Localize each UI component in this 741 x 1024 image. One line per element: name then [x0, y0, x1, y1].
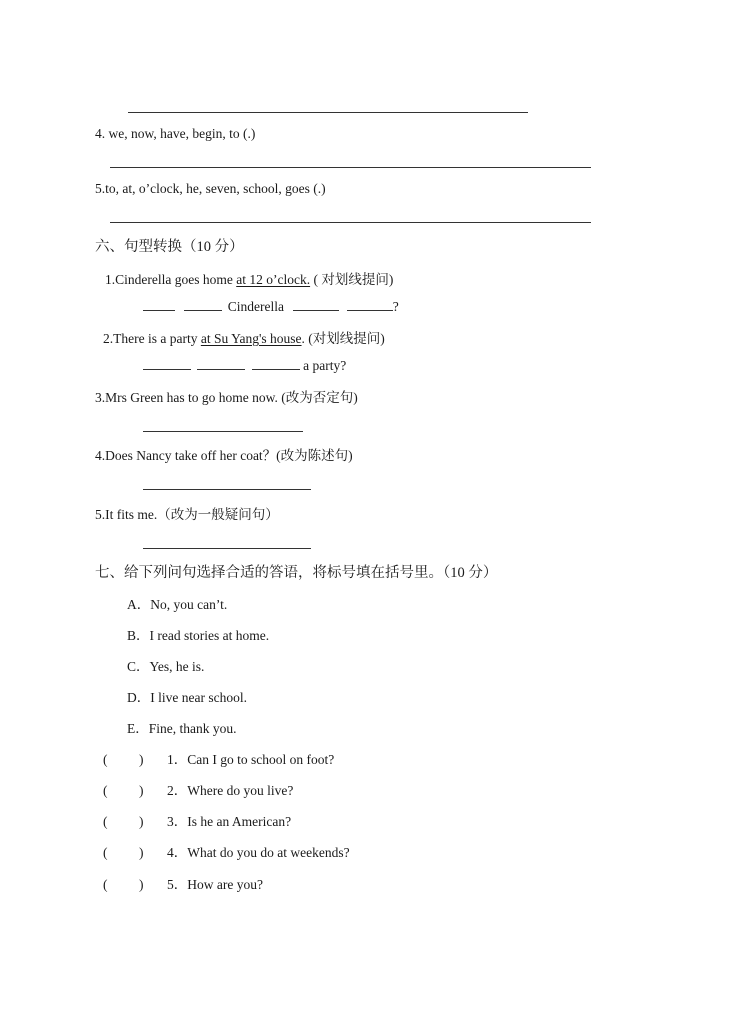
q1-answer-end: ? [392, 299, 399, 314]
match-question-4 [103, 841, 350, 861]
q1-instruction: ( 对划线提问) [310, 272, 394, 287]
answer-line-transform-5[interactable] [143, 548, 311, 549]
q1-answer-word: Cinderella [227, 299, 284, 314]
option-letter: A． [127, 597, 151, 612]
option-text: I read stories at home. [149, 628, 270, 643]
option-letter: D． [127, 690, 151, 705]
answer-blank[interactable] [252, 357, 300, 370]
q2-instruction: . (对划线提问) [301, 331, 385, 346]
transform-question-4: 4.Does Nancy take off her coat？(改为陈述句) [95, 448, 353, 463]
answer-bracket[interactable] [103, 783, 167, 799]
bracket-open: ( [103, 752, 108, 767]
q2-underlined-phrase: at Su Yang's house [200, 331, 302, 346]
match-question-3 [103, 810, 291, 830]
transform-answer-2 [143, 357, 346, 374]
option-text: Yes, he is. [149, 659, 205, 674]
bracket-close: ) [139, 877, 144, 892]
question-text: How are you? [187, 877, 263, 892]
transform-question-3: 3.Mrs Green has to go home now. (改为否定句) [95, 390, 358, 405]
section-7-heading: 七、给下列问句选择合适的答语，将标号填在括号里。（10 分） [95, 565, 498, 581]
answer-bracket[interactable] [103, 752, 167, 768]
option-e [127, 717, 237, 737]
answer-bracket[interactable] [103, 845, 167, 861]
question-text: Where do you live? [187, 783, 294, 798]
option-d [127, 686, 247, 706]
question-text: Is he an American? [187, 814, 292, 829]
bracket-close: ) [139, 845, 144, 860]
option-b [127, 624, 269, 644]
option-a [127, 593, 227, 613]
bracket-open: ( [103, 845, 108, 860]
question-number: 5． [167, 877, 188, 892]
answer-line-reorder-5[interactable] [110, 222, 591, 223]
answer-blank[interactable] [184, 298, 222, 311]
option-letter: E． [127, 721, 149, 736]
answer-bracket[interactable] [103, 877, 167, 893]
q1-underlined-phrase: at 12 o’clock. [236, 272, 311, 287]
bracket-open: ( [103, 814, 108, 829]
reorder-question-4: 4. we, now, have, begin, to (.) [95, 126, 256, 141]
transform-question-1 [105, 268, 393, 288]
answer-blank[interactable] [143, 298, 175, 311]
answer-line-transform-3[interactable] [143, 431, 303, 432]
answer-line-transform-4[interactable] [143, 489, 311, 490]
bracket-close: ) [139, 783, 144, 798]
bracket-close: ) [139, 814, 144, 829]
transform-question-2 [103, 327, 385, 347]
answer-blank[interactable] [197, 357, 245, 370]
option-letter: B． [127, 628, 150, 643]
question-number: 2． [167, 783, 188, 798]
bracket-open: ( [103, 783, 108, 798]
answer-line-reorder-4[interactable] [110, 167, 591, 168]
transform-answer-1 [143, 298, 399, 315]
bracket-open: ( [103, 877, 108, 892]
question-number: 1． [167, 752, 188, 767]
answer-blank[interactable] [143, 357, 191, 370]
option-text: Fine, thank you. [148, 721, 237, 736]
q2-text: 2.There is a party [103, 331, 201, 346]
match-question-5 [103, 873, 263, 893]
answer-blank[interactable] [347, 298, 393, 311]
option-letter: C． [127, 659, 150, 674]
question-text: What do you do at weekends? [187, 845, 350, 860]
q1-text: 1.Cinderella goes home [105, 272, 237, 287]
answer-line-prev[interactable] [128, 112, 528, 113]
question-text: Can I go to school on foot? [187, 752, 335, 767]
question-number: 3． [167, 814, 188, 829]
match-question-1 [103, 748, 334, 768]
option-c [127, 655, 204, 675]
option-text: I live near school. [150, 690, 247, 705]
transform-question-5: 5.It fits me.（改为一般疑问句） [95, 507, 279, 522]
option-text: No, you can’t. [150, 597, 228, 612]
reorder-question-5: 5.to, at, o’clock, he, seven, school, goes (.) [95, 181, 326, 196]
answer-bracket[interactable] [103, 814, 167, 830]
question-number: 4． [167, 845, 188, 860]
section-6-heading: 六、句型转换（10 分） [95, 239, 244, 255]
q2-answer-end: a party? [303, 358, 347, 373]
match-question-2 [103, 779, 293, 799]
answer-blank[interactable] [293, 298, 339, 311]
bracket-close: ) [139, 752, 144, 767]
